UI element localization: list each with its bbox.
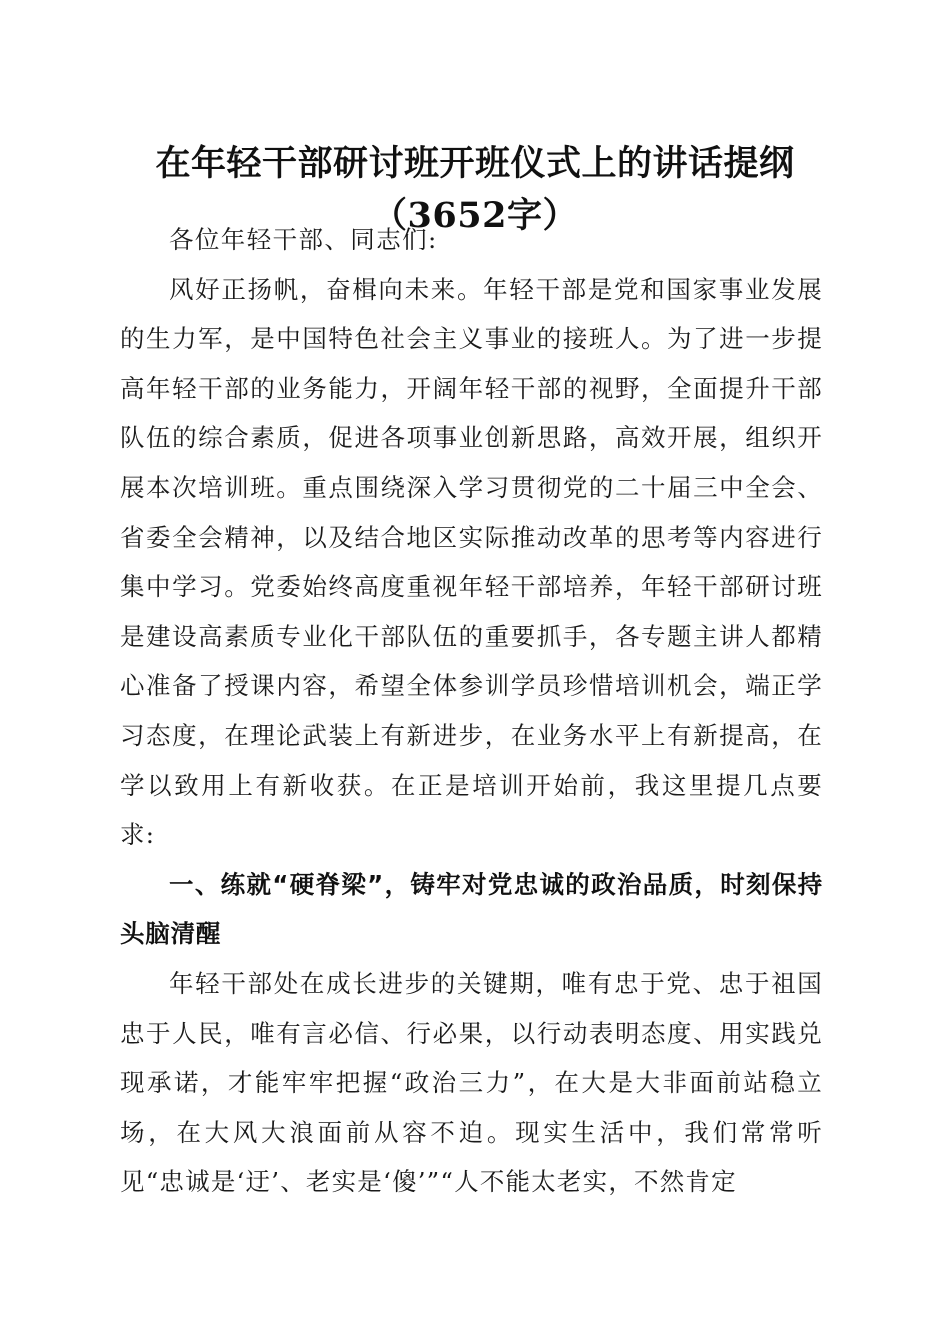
section-1-paragraph: 年轻干部处在成长进步的关键期，唯有忠于党、忠于祖国忠于人民，唯有言必信、行必果，以行动表明态度、用实践兑现承诺，才能牢牢把握“政治三力”，在大是大非面前站稳立场，在大风大浪面前从容不迫。现实生活中，我们常常听见“忠诚是‘迂’、老实是‘傻’”“人不能太老实，不然肯定 bbox=[120, 968, 823, 1197]
document-word-count: （3652字） bbox=[372, 195, 578, 236]
salutation: 各位年轻干部、同志们: bbox=[169, 225, 438, 254]
section-heading-1: 一、练就“硬脊梁”，铸牢对党忠诚的政治品质，时刻保持头脑清醒 bbox=[120, 869, 823, 949]
document-title: 在年轻干部研讨班开班仪式上的讲话提纲 bbox=[155, 143, 795, 184]
intro-paragraph: 风好正扬帆，奋楫向未来。年轻干部是党和国家事业发展的生力军，是中国特色社会主义事业的接班人。为了进一步提高年轻干部的业务能力，开阔年轻干部的视野，全面提升干部队伍的综合素质，促进各项事业创新思路，高效开展，组织开展本次培训班。重点围绕深入学习贯彻党的二十届三中全会、省委全会精神，以及结合地区实际推动改革的思考等内容进行集中学习。党委始终高度重视年轻干部培养，年轻干部研讨班是建设高素质专业化干部队伍的重要抓手，各专题主讲人都精心准备了授课内容，希望全体参训学员珍惜培训机会，端正学习态度，在理论武装上有新进步，在业务水平上有新提高，在学以致用上有新收获。在正是培训开始前，我这里提几点要求: bbox=[120, 274, 823, 850]
document-body bbox=[120, 215, 823, 1207]
